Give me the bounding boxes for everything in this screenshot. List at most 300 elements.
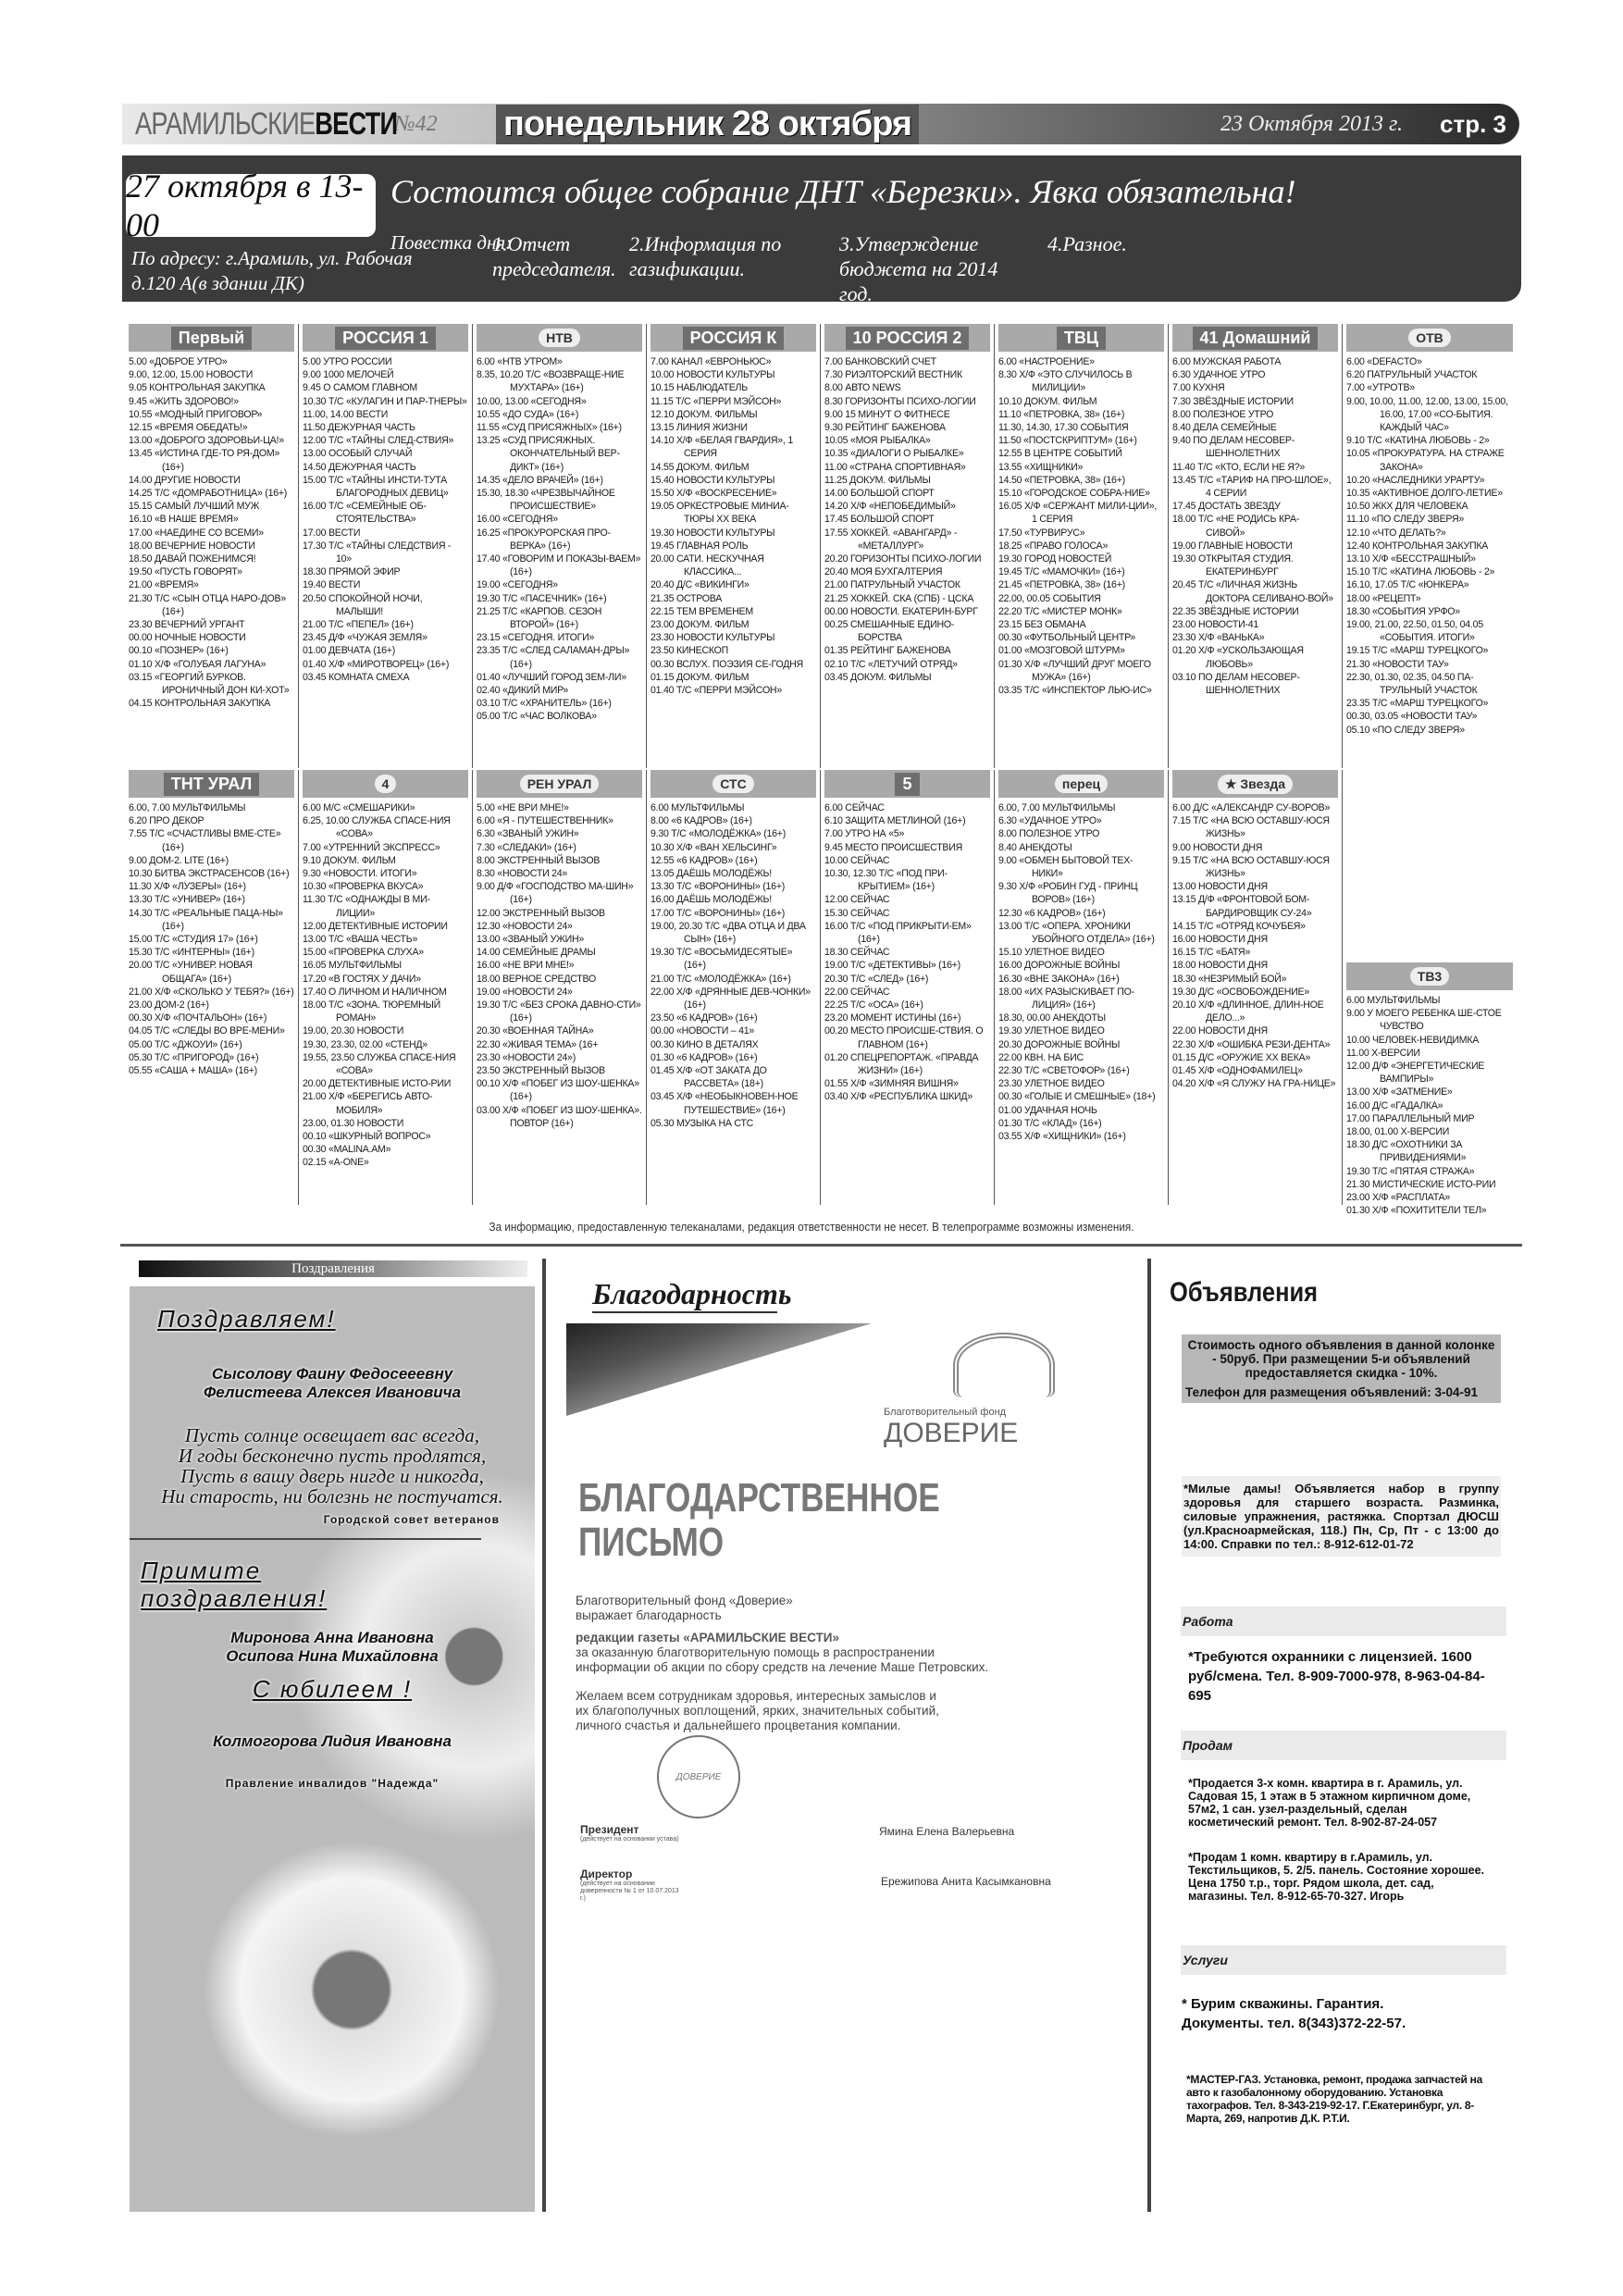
program-item: 18.00 ВЕЧЕРНИЕ НОВОСТИ — [129, 540, 255, 552]
program-item: 11.50 «ПОСТСКРИПТУМ» (16+) — [998, 435, 1137, 447]
program-item: 01.45 Х/Ф «ОДНОФАМИЛЕЦ» — [1172, 1065, 1303, 1077]
channel-column — [1169, 324, 1343, 768]
program-item: 14.00 БОЛЬШОЙ СПОРТ — [824, 488, 935, 500]
program-item: 10.00 ЧЕЛОВЕК-НЕВИДИМКА — [1346, 1034, 1480, 1046]
program-item: 12.55 «6 КАДРОВ» (16+) — [650, 854, 758, 866]
program-item: 11.25 ДОКУМ. ФИЛЬМЫ — [824, 474, 931, 486]
heading: Примите — [141, 1557, 262, 1584]
program-item: 14.10 Х/Ф «БЕЛАЯ ГВАРДИЯ», 1 СЕРИЯ — [650, 435, 793, 460]
program-item: 9.00 1000 МЕЛОЧЕЙ — [303, 369, 394, 381]
program-item: 11.40 Т/С «КТО, ЕСЛИ НЕ Я?» — [1172, 461, 1306, 473]
program-item: 6.00 Д/С «АЛЕКСАНДР СУ-ВОРОВ» — [1172, 802, 1331, 813]
program-list — [303, 801, 468, 1170]
program-item: 05.55 «САША + МАША» (16+) — [129, 1065, 257, 1077]
program-item: 21.35 ОСТРОВА — [650, 592, 723, 604]
program-item: 04.05 Т/С «СЛЕДЫ ВО ВРЕ-МЕНИ» — [129, 1025, 285, 1037]
program-item: 00.00 «НОВОСТИ – 41» — [650, 1025, 755, 1037]
program-item: 15.10 Т/С «КАТИНА ЛЮБОВЬ - 2» — [1346, 566, 1495, 578]
program-item: 6.00 М/С «СМЕШАРИКИ» — [303, 802, 415, 813]
program-item: 00.30 КИНО В ДЕТАЛЯХ — [650, 1038, 759, 1050]
program-item: 19.45 ГЛАВНАЯ РОЛЬ — [650, 540, 749, 552]
program-item: 01.30 Х/Ф «ПОХИТИТЕЛИ ТЕЛ» — [1346, 1205, 1487, 1217]
channel-column — [821, 324, 995, 768]
program-item: 8.00 АВТО NEWS — [824, 382, 901, 394]
section-sell: Продам — [1181, 1731, 1506, 1760]
program-item: 01.00 «МОЗГОВОЙ ШТУРМ» — [998, 645, 1125, 657]
program-item: 9.10 Т/С «КАТИНА ЛЮБОВЬ - 2» — [1346, 435, 1490, 447]
thanks-section — [555, 1277, 1138, 2203]
program-item: 23.00 Х/Ф «РАСПЛАТА» — [1346, 1192, 1451, 1204]
channel-column — [473, 770, 647, 1205]
program-item: 12.00 Т/С «ТАЙНЫ СЛЕД-СТВИЯ» — [303, 435, 454, 447]
program-item: 6.00 «НАСТРОЕНИЕ» — [998, 356, 1095, 367]
program-item: 18.30 ПРЯМОЙ ЭФИР — [303, 566, 401, 578]
program-item: 17.40 «ГОВОРИМ И ПОКАЗЫ-ВАЕМ» (16+) — [477, 553, 641, 578]
program-list — [998, 801, 1164, 1143]
program-list — [650, 355, 816, 697]
channel-column — [995, 770, 1169, 1205]
program-item: 23.45 Д/Ф «ЧУЖАЯ ЗЕМЛЯ» — [303, 632, 427, 644]
program-item: 6.30 «УДАЧНОЕ УТРО» — [998, 815, 1102, 827]
fund-subtitle: Благотворительный фонд — [884, 1407, 1007, 1418]
program-item: 15.50 Х/Ф «ВОСКРЕСЕНИЕ» — [650, 488, 777, 500]
program-list — [477, 801, 642, 1130]
program-item: 17.00 ПАРАЛЛЕЛЬНЫЙ МИР — [1346, 1112, 1475, 1124]
program-item: 00.30 ВСЛУХ. ПОЭЗИЯ СЕ-ГОДНЯ — [650, 658, 803, 670]
program-item: 00.30, 03.05 «НОВОСТИ ТАУ» — [1346, 711, 1478, 723]
poem-line: И годы бесконечно пусть продлятся, — [178, 1445, 487, 1467]
program-item: 00.30 «ФУТБОЛЬНЫЙ ЦЕНТР» — [998, 632, 1135, 644]
program-item: 18.00 «РЕЦЕПТ» — [1346, 592, 1421, 604]
channel-header — [303, 770, 468, 798]
program-item: 23.15 БЕЗ ОБМАНА — [998, 619, 1086, 631]
channel-column — [821, 770, 995, 1205]
program-item: 9.00 У МОЕГО РЕБЕНКА ШЕ-СТОЕ ЧУВСТВО — [1346, 1008, 1502, 1033]
program-item: 11.30 Т/С «ОДНАЖДЫ В МИ-ЛИЦИИ» — [303, 894, 430, 919]
program-item: 19.00 «НОВОСТИ 24» — [477, 986, 573, 998]
program-item: 16.00 Д/С «ГАДАЛКА» — [1346, 1099, 1443, 1111]
section-title: Объявления — [1170, 1277, 1319, 1308]
program-item: 05.10 «ПО СЛЕДУ ЗВЕРЯ» — [1346, 724, 1465, 736]
letter-text: редакции газеты «АРАМИЛЬСКИЕ ВЕСТИ» за оказанную благотворительную помощь в распространении информации об акции по сбору средств на лечение Маше Петровских. — [576, 1631, 989, 1674]
program-item: 18.00 ВЕРНОЕ СРЕДСТВО — [477, 973, 596, 985]
program-item: 18.25 «ПРАВО ГОЛОСА» — [998, 540, 1109, 552]
program-item: 22.30 «ЖИВАЯ ТЕМА» (16+ — [477, 1038, 599, 1050]
program-item: 01.40 «ЛУЧШИЙ ГОРОД ЗЕМ-ЛИ» — [477, 671, 626, 683]
program-item: 13.00 ОСОБЫЙ СЛУЧАЙ — [303, 448, 413, 460]
program-item: 00.30 «ГОЛЫЕ И СМЕШНЫЕ» (18+) — [998, 1091, 1156, 1103]
channel-logo: РЕН УРАЛ — [520, 775, 600, 793]
program-item: 6.00, 7.00 МУЛЬТФИЛЬМЫ — [998, 802, 1116, 813]
program-item: 12.15 «ВРЕМЯ ОБЕДАТЬ!» — [129, 422, 248, 434]
program-item: 18.30, 00.00 АНЕКДОТЫ — [998, 1012, 1106, 1024]
program-item: 00.10 «ШКУРНЫЙ ВОПРОС» — [303, 1131, 431, 1143]
ad-item: *Продается 3-х комн. квартира в г. Арамиль, ул. Садовая 15, 1 этаж в 5 этажном кирпичном доме, 57м2, 1 сан. узел-раздельный, сделан косметический ремонт. Тел. 8-902-87-24-057 — [1188, 1777, 1471, 1829]
program-item: 15.00 Т/С «СТУДИЯ 17» (16+) — [129, 934, 258, 946]
program-item: 8.40 АНЕКДОТЫ — [998, 841, 1072, 853]
program-item: 14.50 «ПЕТРОВКА, 38» (16+) — [998, 474, 1125, 486]
program-item: 23.00, 01.30 НОВОСТИ — [303, 1117, 404, 1129]
agenda-item: 2.Информация по газификации. — [629, 232, 782, 280]
channel-logo: 10 РОССИЯ 2 — [846, 327, 970, 350]
program-item: 04.20 Х/Ф «Я СЛУЖУ НА ГРА-НИЦЕ» — [1172, 1078, 1336, 1090]
program-item: 18.30 «СОБЫТИЯ УРФО» — [1346, 605, 1460, 617]
program-item: 12.10 ДОКУМ. ФИЛЬМЫ — [650, 408, 758, 420]
program-item: 9.40 ПО ДЕЛАМ НЕСОВЕР-ШЕННОЛЕТНИХ — [1172, 435, 1295, 460]
program-item: 14.55 ДОКУМ. ФИЛЬМ — [650, 461, 750, 473]
program-item: 15.10 УЛЕТНОЕ ВИДЕО — [998, 947, 1105, 959]
daisy-background-image — [130, 1286, 535, 2212]
program-item: 03.45 ДОКУМ. ФИЛЬМЫ — [824, 671, 932, 683]
program-item: 18.30 Д/С «ОХОТНИКИ ЗА ПРИВИДЕНИЯМИ» — [1346, 1139, 1467, 1164]
channel-header — [477, 770, 642, 798]
program-item: 21.25 ХОККЕЙ. СКА (СПБ) - ЦСКА — [824, 592, 974, 604]
program-list — [1172, 801, 1338, 1090]
program-list — [129, 355, 294, 710]
channel-column — [125, 324, 299, 768]
program-item: 20.20 ГОРИЗОНТЫ ПСИХО-ЛОГИИ — [824, 553, 982, 565]
program-item: 02.10 Т/С «ЛЕТУЧИЙ ОТРЯД» — [824, 658, 958, 670]
channel-header — [1346, 962, 1513, 990]
program-list — [1346, 355, 1513, 737]
channel-logo: РОССИЯ 1 — [335, 327, 436, 350]
program-item: 12.10 «ЧТО ДЕЛАТЬ?» — [1346, 527, 1446, 539]
program-item: 00.25 СМЕШАННЫЕ ЕДИНО-БОРСТВА — [824, 619, 955, 644]
program-item: 02.15 «A-ONE» — [303, 1157, 369, 1169]
tv-disclaimer: За информацию, предоставленную телеканалами, редакция ответственности не несет. В телепрограмме возможны изменения. — [489, 1220, 1134, 1234]
program-item: 5.00 УТРО РОССИИ — [303, 356, 392, 367]
program-item: 7.30 ЗВЁЗДНЫЕ ИСТОРИИ — [1172, 395, 1294, 407]
channel-header — [998, 324, 1164, 352]
program-item: 22.00 Х/Ф «ДРЯННЫЕ ДЕВ-ЧОНКИ» (16+) — [650, 986, 811, 1011]
program-item: 03.55 Х/Ф «ХИЩНИКИ» (16+) — [998, 1131, 1126, 1143]
heading: поздравления! — [141, 1584, 328, 1612]
program-item: 8.30 Х/Ф «ЭТО СЛУЧИЛОСЬ В МИЛИЦИИ» — [998, 369, 1133, 394]
program-item: 23.50 «6 КАДРОВ» (16+) — [650, 1012, 758, 1024]
program-item: 14.00 ДРУГИЕ НОВОСТИ — [129, 474, 241, 486]
program-item: 21.30 МИСТИЧЕСКИЕ ИСТО-РИИ — [1346, 1178, 1496, 1190]
channel-header — [1172, 324, 1338, 352]
recipient-name: Осипова Нина Михайловна — [226, 1647, 439, 1665]
program-item: 17.30 Т/С «ТАЙНЫ СЛЕДСТВИЯ - 10» — [303, 540, 452, 565]
program-item: 14.25 Т/С «ДОМРАБОТНИЦА» (16+) — [129, 488, 288, 500]
program-item: 11.15 Т/С «ПЕРРИ МЭЙСОН» — [650, 395, 782, 407]
agenda-item: 4.Разное. — [1047, 232, 1127, 255]
program-item: 17.00 «НАЕДИНЕ СО ВСЕМИ» — [129, 527, 264, 539]
letter-text: Желаем всем сотрудникам здоровья, интересных замыслов и их благополучных воплощений, ярких, значительных событий, личного счастья и дальнейшего процветания компании. — [576, 1689, 939, 1732]
program-item: 19.30 ОТКРЫТАЯ СТУДИЯ. ЕКАТЕРИНБУРГ — [1172, 553, 1294, 578]
program-item: 16.10 «В НАШЕ ВРЕМЯ» — [129, 514, 239, 526]
program-item: 23.15 «СЕГОДНЯ. ИТОГИ» — [477, 632, 595, 644]
program-item: 9.00 «ОБМЕН БЫТОВОЙ ТЕХ-НИКИ» — [998, 854, 1134, 880]
program-item: 16.25 «ПРОКУРОРСКАЯ ПРО-ВЕРКА» (16+) — [477, 527, 611, 552]
program-item: 00.10 «ПОЗНЕР» (16+) — [129, 645, 229, 657]
program-item: 01.00 ДЕВЧАТА (16+) — [303, 645, 395, 657]
channel-header — [129, 770, 294, 798]
program-item: 19.30 Т/С «БЕЗ СРОКА ДАВНО-СТИ» (16+) — [477, 999, 641, 1024]
program-item: 19.30 Т/С «ВОСЬМИДЕСЯТЫЕ» (16+) — [650, 947, 793, 972]
program-item: 10.15 НАБЛЮДАТЕЛЬ — [650, 382, 748, 394]
section-title: Поздравления — [139, 1260, 527, 1277]
channel-header — [650, 324, 816, 352]
program-item: 00.00 НОЧНЫЕ НОВОСТИ — [129, 632, 246, 644]
program-item: 19.45 Т/С «МАМОЧКИ» (16+) — [998, 566, 1125, 578]
program-item: 23.50 ЭКСТРЕННЫЙ ВЫЗОВ — [477, 1065, 605, 1077]
program-item: 9.30 РЕЙТИНГ БАЖЕНОВА — [824, 422, 946, 434]
channel-column — [995, 324, 1169, 768]
channel-header — [824, 770, 990, 798]
program-item: 11.10 «ПО СЛЕДУ ЗВЕРЯ» — [1346, 514, 1465, 526]
program-item: 23.30 УЛЕТНОЕ ВИДЕО — [998, 1078, 1105, 1090]
program-item: 20.30 Т/С «СЛЕД» (16+) — [824, 973, 929, 985]
channel-header — [998, 770, 1164, 798]
program-item: 10.50 ЖКХ ДЛЯ ЧЕЛОВЕКА — [1346, 501, 1468, 513]
program-item: 7.00 КАНАЛ «ЕВРОНЬЮС» — [650, 356, 772, 367]
program-item: 21.25 Т/С «КАРПОВ. СЕЗОН ВТОРОЙ» (16+) — [477, 605, 602, 631]
program-item: 14.00 СЕМЕЙНЫЕ ДРАМЫ — [477, 947, 596, 959]
program-item: 03.10 ПО ДЕЛАМ НЕСОВЕР-ШЕННОЛЕТНИХ — [1172, 671, 1300, 697]
program-item: 9.30 «НОВОСТИ. ИТОГИ» — [303, 868, 417, 880]
program-item: 13.05 ДАЁШЬ МОЛОДЁЖЬ! — [650, 868, 772, 880]
program-item: 10.30 Х/Ф «ВАН ХЕЛЬСИНГ» — [650, 841, 777, 853]
program-item: 16.00 ДОРОЖНЫЕ ВОЙНЫ — [998, 960, 1121, 972]
program-item: 5.00 «ДОБРОЕ УТРО» — [129, 356, 228, 367]
channel-column — [647, 770, 821, 1205]
program-item: 05.30 МУЗЫКА НА СТС — [650, 1117, 754, 1129]
section-services: Услуги — [1181, 1945, 1506, 1975]
program-item: 19.00 Т/С «ДЕТЕКТИВЫ» (16+) — [824, 960, 960, 972]
newspaper-name: АРАМИЛЬСКИЕВЕСТИ — [135, 105, 398, 142]
program-list — [477, 355, 642, 724]
program-item: 13.55 «ХИЩНИКИ» — [998, 461, 1084, 473]
channel-logo: 4 — [375, 775, 397, 793]
program-item: 19.40 ВЕСТИ — [303, 579, 361, 591]
program-item: 9.45 МЕСТО ПРОИСШЕСТВИЯ — [824, 841, 963, 853]
channel-header — [129, 324, 294, 352]
program-list — [824, 801, 990, 1104]
program-item: 10.30 Т/С «КУЛАГИН И ПАР-ТНЕРЫ» — [303, 395, 467, 407]
program-item: 18.00, 01.00 Х-ВЕРСИИ — [1346, 1126, 1450, 1138]
program-item: 22.30, 01.30, 02.35, 04.50 ПА-ТРУЛЬНЫЙ УЧАСТОК — [1346, 671, 1478, 697]
program-item: 9.00 15 МИНУТ О ФИТНЕСЕ — [824, 408, 950, 420]
program-item: 03.45 Х/Ф «НЕОБЫКНОВЕН-НОЕ ПУТЕШЕСТВИЕ» (16+) — [650, 1091, 799, 1116]
tv-schedule — [125, 324, 1518, 1217]
program-list — [129, 801, 294, 1077]
program-list — [824, 355, 990, 684]
section-title: Благодарность — [592, 1277, 777, 1313]
channel-logo: перец — [1055, 775, 1108, 793]
program-item: 7.00 КУХНЯ — [1172, 382, 1225, 394]
program-item: 16.00 «СЕГОДНЯ» — [477, 514, 558, 526]
program-item: 10.00, 13.00 «СЕГОДНЯ» — [477, 395, 587, 407]
program-item: 14.20 Х/Ф «НЕПОБЕДИМЫЙ» — [824, 501, 956, 513]
program-item: 6.00, 7.00 МУЛЬТФИЛЬМЫ — [129, 802, 246, 813]
program-item: 13.45 «ИСТИНА ГДЕ-ТО РЯ-ДОМ» (16+) — [129, 448, 280, 473]
program-item: 12.30 «6 КАДРОВ» (16+) — [998, 907, 1106, 919]
program-item: 01.45 Х/Ф «ОТ ЗАКАТА ДО РАССВЕТА» (18+) — [650, 1065, 767, 1090]
program-item: 16.10, 17.05 Т/С «ЮНКЕРА» — [1346, 579, 1469, 591]
poem-line: Пусть в вашу дверь нигде и никогда, — [180, 1465, 484, 1487]
poem-line: Ни старость, ни болезнь не постучатся. — [161, 1485, 503, 1508]
meeting-date: 27 октября в 13-00 — [126, 174, 376, 237]
fund-logo-icon — [953, 1333, 1055, 1397]
letter-text: Благотворительный фонд «Доверие» выражает благодарность — [576, 1594, 793, 1622]
program-item: 16.05 МУЛЬТФИЛЬМЫ — [303, 960, 402, 972]
program-item: 17.50 «ТУРВИРУС» — [998, 527, 1085, 539]
channel-logo: 41 Домашний — [1193, 327, 1319, 350]
agenda-item: 1.Отчет председателя. — [492, 232, 616, 280]
program-item: 19.30, 23.30, 02.00 «СТЕНД» — [303, 1038, 427, 1050]
program-item: 22.00, 00.05 СОБЫТИЯ — [998, 592, 1101, 604]
program-item: 20.00 Т/С «УНИВЕР. НОВАЯ ОБЩАГА» (16+) — [129, 960, 253, 985]
program-item: 9.10 ДОКУМ. ФИЛЬМ — [303, 854, 396, 866]
program-item: 03.10 Т/С «ХРАНИТЕЛЬ» (16+) — [477, 698, 612, 710]
program-item: 7.55 Т/С «СЧАСТЛИВЫ ВМЕ-СТЕ» (16+) — [129, 828, 281, 853]
program-item: 17.00 Т/С «ВОРОНИНЫ» (16+) — [650, 907, 786, 919]
program-item: 03.15 «ГЕОРГИЙ БУРКОВ. ИРОНИЧНЫЙ ДОН КИ-ХОТ» — [129, 671, 290, 697]
program-item: 20.40 МОЯ БУХГАЛТЕРИЯ — [824, 566, 943, 578]
program-item: 10.00 НОВОСТИ КУЛЬТУРЫ — [650, 369, 775, 381]
signature: Городской совет ветеранов — [323, 1513, 500, 1526]
program-item: 13.25 «СУД ПРИСЯЖНЫХ. ОКОНЧАТЕЛЬНЫЙ ВЕР-ДИКТ» (16+) — [477, 435, 620, 473]
program-item: 19.30 НОВОСТИ КУЛЬТУРЫ — [650, 527, 775, 539]
channel-column — [647, 324, 821, 768]
program-item: 01.20 СПЕЦРЕПОРТАЖ. «ПРАВДА ЖИЗНИ» (16+) — [824, 1051, 979, 1077]
program-item: 19.30 ГОРОД НОВОСТЕЙ — [998, 553, 1112, 565]
program-item: 6.20 ПАТРУЛЬНЫЙ УЧАСТОК — [1346, 369, 1478, 381]
program-item: 10.05 «МОЯ РЫБАЛКА» — [824, 435, 931, 447]
program-item: 10.10 ДОКУМ. ФИЛЬМ — [998, 395, 1097, 407]
program-item: 00.10 Х/Ф «ПОБЕГ ИЗ ШОУ-ШЕНКА» (16+) — [477, 1078, 639, 1103]
channel-column — [473, 324, 647, 768]
letter-title: БЛАГОДАРСТВЕННОЕ ПИСЬМО — [578, 1475, 940, 1565]
director-name: Ережипова Анита Касымкановна — [881, 1875, 1051, 1888]
program-item: 6.00 «DEFACTO» — [1346, 356, 1422, 367]
channel-logo: НТВ — [539, 329, 580, 347]
program-item: 17.55 ХОККЕЙ. «АВАНГАРД» - «МЕТАЛЛУРГ» — [824, 527, 958, 552]
channel-header — [1172, 770, 1338, 798]
program-item: 23.30 Х/Ф «ВАНЬКА» — [1172, 632, 1265, 644]
program-item: 01.40 Т/С «ПЕРРИ МЭЙСОН» — [650, 685, 782, 697]
program-item: 8.00 «6 КАДРОВ» (16+) — [650, 815, 752, 827]
channel-column — [299, 324, 473, 768]
program-item: 9.30 Т/С «МОЛОДЁЖКА» (16+) — [650, 828, 786, 840]
program-item: 12.55 В ЦЕНТРЕ СОБЫТИЙ — [998, 448, 1122, 460]
issue-date: 23 Октября 2013 г. — [1220, 111, 1404, 136]
program-item: 19.55, 23.50 СЛУЖБА СПАСЕ-НИЯ «СОВА» — [303, 1051, 456, 1077]
program-item: 16.00 «НЕ ВРИ МНЕ!» — [477, 960, 575, 972]
channel-header — [303, 324, 468, 352]
program-item: 01.15 ДОКУМ. ФИЛЬМ — [650, 671, 750, 683]
program-item: 19.00 «СЕГОДНЯ» — [477, 579, 558, 591]
program-list — [650, 801, 816, 1130]
program-item: 01.00 УДАЧНАЯ НОЧЬ — [998, 1104, 1097, 1116]
program-item: 19.30 УЛЕТНОЕ ВИДЕО — [998, 1025, 1105, 1037]
program-item: 22.00 СЕЙЧАС — [824, 986, 890, 998]
program-item: 23.30 НОВОСТИ КУЛЬТУРЫ — [650, 632, 775, 644]
program-item: 11.30, 14.30, 17.30 СОБЫТИЯ — [998, 422, 1129, 434]
program-item: 9.00 Д/Ф «ГОСПОДСТВО МА-ШИН» (16+) — [477, 881, 634, 906]
program-item: 23.00 ДОМ-2 (16+) — [129, 999, 209, 1011]
channel-column — [1343, 324, 1517, 962]
program-item: 23.50 КИНЕСКОП — [650, 645, 729, 657]
program-item: 11.00 Х-ВЕРСИИ — [1346, 1047, 1420, 1059]
program-item: 16.00 Т/С «ПОД ПРИКРЫТИ-ЕМ» (16+) — [824, 920, 972, 946]
program-item: 6.00 МУЛЬТФИЛЬМЫ — [650, 802, 745, 813]
program-item: 21.30 Т/С «СЫН ОТЦА НАРО-ДОВ» (16+) — [129, 592, 286, 617]
program-item: 11.10 «ПЕТРОВКА, 38» (16+) — [998, 408, 1125, 420]
divider — [120, 1244, 1522, 1247]
program-item: 15.10 «ГОРОДСКОЕ СОБРА-НИЕ» — [998, 488, 1150, 500]
program-item: 7.30 РИЭЛТОРСКИЙ ВЕСТНИК — [824, 369, 962, 381]
program-item: 9.45 «ЖИТЬ ЗДОРОВО!» — [129, 395, 239, 407]
program-item: 22.25 Т/С «ОСА» (16+) — [824, 999, 923, 1011]
program-item: 6.00 МУЛЬТФИЛЬМЫ — [1346, 995, 1441, 1006]
program-item: 01.15 Д/С «ОРУЖИЕ XX ВЕКА» — [1172, 1051, 1311, 1063]
program-item: 19.00, 20.30 НОВОСТИ — [303, 1025, 404, 1037]
program-item: 03.40 Х/Ф «РЕСПУБЛИКА ШКИД» — [824, 1091, 973, 1103]
recipient-name: Сысолову Фаину Федосееевну — [211, 1365, 453, 1383]
program-item: 13.00 «ЗВАНЫЙ УЖИН» — [477, 934, 585, 946]
program-list — [998, 355, 1164, 697]
page-number: стр. 3 — [1440, 109, 1506, 138]
program-item: 01.30 Х/Ф «ЛУЧШИЙ ДРУГ МОЕГО МУЖА» (16+) — [998, 658, 1151, 683]
channel-logo: ★ Звезда — [1218, 775, 1293, 794]
program-item: 13.00 НОВОСТИ ДНЯ — [1172, 881, 1268, 893]
program-item: 13.00 «ДОБРОГО ЗДОРОВЬИ-ЦА!» — [129, 435, 284, 447]
program-item: 18.00 Т/С «НЕ РОДИСЬ КРА-СИВОЙ» — [1172, 514, 1300, 539]
program-item: 8.00 ЭКСТРЕННЫЙ ВЫЗОВ — [477, 854, 601, 866]
program-item: 20.10 Х/Ф «ДЛИННОЕ, ДЛИН-НОЕ ДЕЛО...» — [1172, 999, 1324, 1024]
program-item: 00.20 МЕСТО ПРОИСШЕ-СТВИЯ. О ГЛАВНОМ (16+) — [824, 1025, 984, 1050]
program-item: 21.00 Х/Ф «СКОЛЬКО У ТЕБЯ?» (16+) — [129, 986, 294, 998]
divider — [130, 1538, 481, 1540]
program-item: 9.00 ДОМ-2. LITE (16+) — [129, 854, 229, 866]
program-item: 17.40 О ЛИЧНОМ И НАЛИЧНОМ — [303, 986, 447, 998]
letter-banner-graphic — [566, 1323, 872, 1416]
program-item: 10.55 «МОДНЫЙ ПРИГОВОР» — [129, 408, 263, 420]
program-item: 15.30 СЕЙЧАС — [824, 907, 890, 919]
program-item: 8.40 ДЕЛА СЕМЕЙНЫЕ — [1172, 422, 1277, 434]
program-item: 15.00 Т/С «ТАЙНЫ ИНСТИ-ТУТА БЛАГОРОДНЫХ ДЕВИЦ» — [303, 474, 449, 500]
ad-item: *Продам 1 комн. квартиру в г.Арамиль, ул. Текстильщиков, 5. 2/5. панель. Состояние хорошее. Цена 1750 т.р., торг. Рядом школа, дет. сад, магазины. Тел. 8-912-65-70-327. Игорь — [1188, 1851, 1484, 1903]
meeting-address: По адресу: г.Арамиль, ул. Рабочая д.120 А(в здании ДК) — [131, 247, 413, 294]
program-item: 01.10 Х/Ф «ГОЛУБАЯ ЛАГУНА» — [129, 658, 266, 670]
ad-item: *Милые дамы! Объявляется набор в группу здоровья для старшего возраста. Разминка, силовые упражнения, растяжка. Спортзал ДЮСШ (ул.Красноармейская, 118.) Пн, Ср, Пт - с 13:00 до 14:00. Справки по тел.: 8-912-612-01-72 — [1182, 1476, 1501, 1557]
program-item: 21.00 Т/С «ПЕПЕЛ» (16+) — [303, 619, 414, 631]
program-item: 10.35 «ДИАЛОГИ О РЫБАЛКЕ» — [824, 448, 964, 460]
program-item: 22.00 КВН. НА БИС — [998, 1051, 1084, 1063]
program-item: 01.40 Х/Ф «МИРОТВОРЕЦ» (16+) — [303, 658, 450, 670]
program-item: 21.00 Т/С «МОЛОДЁЖКА» (16+) — [650, 973, 791, 985]
program-item: 8.30 ГОРИЗОНТЫ ПСИХО-ЛОГИИ — [824, 395, 976, 407]
channel-header — [824, 324, 990, 352]
program-item: 01.30 Т/С «КЛАД» (16+) — [998, 1117, 1102, 1129]
program-item: 20.45 Т/С «ЛИЧНАЯ ЖИЗНЬ ДОКТОРА СЕЛИВАНО-ВОЙ» — [1172, 579, 1333, 604]
program-item: 5.00 «НЕ ВРИ МНЕ!» — [477, 802, 569, 813]
program-item: 14.30 Т/С «РЕАЛЬНЫЕ ПАЦА-НЫ» (16+) — [129, 907, 283, 932]
program-item: 22.30 Х/Ф «ОШИБКА РЕЗИ-ДЕНТА» — [1172, 1038, 1331, 1050]
program-item: 17.00 ВЕСТИ — [303, 527, 361, 539]
program-item: 7.00 «УТРЕННИЙ ЭКСПРЕСС» — [303, 841, 440, 853]
program-item: 6.00 СЕЙЧАС — [824, 802, 885, 813]
channel-column — [1169, 770, 1343, 1205]
program-item: 10.55 «ДО СУДА» (16+) — [477, 408, 579, 420]
program-item: 16.05 Х/Ф «СЕРЖАНТ МИЛИ-ЦИИ», 1 СЕРИЯ — [998, 501, 1158, 526]
program-item: 03.35 Т/С «ИНСПЕКТОР ЛЬЮ-ИС» — [998, 685, 1152, 697]
price-note: Стоимость одного объявления в данной колонке - 50руб. При размещении 5-и объявлений предоставляется скидка - 10%. Телефон для размещения объявлений: 3-04-91 — [1182, 1334, 1501, 1403]
program-item: 23.00 ДОКУМ. ФИЛЬМ — [650, 619, 750, 631]
